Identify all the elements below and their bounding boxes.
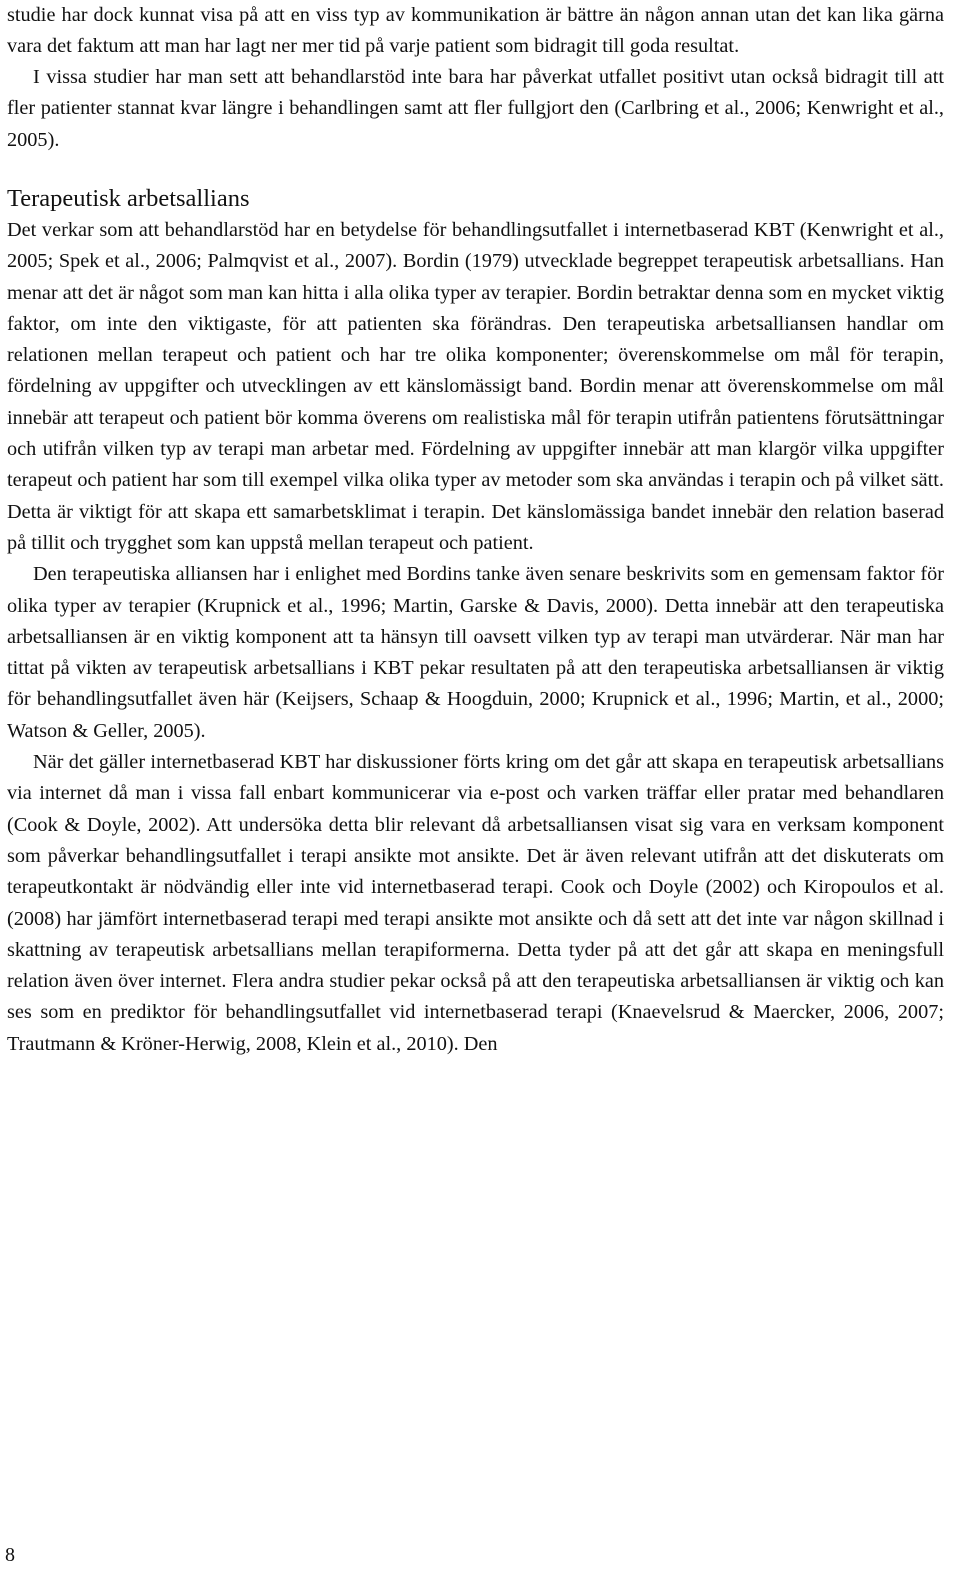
- paragraph-continued: studie har dock kunnat visa på att en viss typ av kommunikation är bättre än någon annan utan det kan lika gärna vara det faktum att man har lagt ner mer tid på varje patient som bidragit till goda resultat.: [7, 3, 944, 57]
- section-heading: Terapeutisk arbetsallians: [7, 184, 250, 212]
- paragraph: Den terapeutiska alliansen har i enlighet med Bordins tanke även senare beskrivits som en gemensam faktor för olika typer av terapier (Krupnick et al., 1996; Martin, Garske & Davis, 2000). Detta innebär att den terapeutiska arbetsalliansen är en viktig komponent att ta hänsyn till oavsett vilken typ av terapi man utvärderar. När man har tittat på vikten av terapeutisk arbetsallians i KBT pekar resultaten på att den terapeutiska arbetsalliansen är viktig för behandlingsutfallet även här (Keijsers, Schaap & Hoogduin, 2000; Krupnick et al., 1996; Martin, et al., 2000; Watson & Geller, 2005).: [7, 563, 944, 742]
- document-page: [7, 0, 944, 1060]
- paragraph: I vissa studier har man sett att behandlarstöd inte bara har påverkat utfallet positivt utan också bidragit till att fler patienter stannat kvar längre i behandlingen samt att fler fullgjort den (Carlbring et al., 2006; Kenwright et al., 2005).: [7, 66, 944, 151]
- paragraph: När det gäller internetbaserad KBT har diskussioner förts kring om det går att skapa en terapeutisk arbetsallians via internet då man i vissa fall enbart kommunicerar via e-post och varken träffar eller pratar med behandlaren (Cook & Doyle, 2002). Att undersöka detta blir relevant då arbetsalliansen visat sig vara en verksam komponent som påverkar behandlingsutfallet i terapi ansikte mot ansikte. Det är även relevant utifrån att det diskuterats om terapeutkontakt är nödvändig eller inte vid internetbaserad terapi. Cook och Doyle (2002) och Kiropoulos et al. (2008) har jämfört internetbaserad terapi med terapi ansikte mot ansikte och då sett att det inte var någon skillnad i skattning av terapeutisk arbetsallians mellan terapiformerna. Detta tyder på att det går att skapa en meningsfull relation även över internet. Flera andra studier pekar också på att den terapeutiska arbetsalliansen är viktig och kan ses som en prediktor för behandlingsutfallet vid internetbaserad terapi (Knaevelsrud & Maercker, 2006, 2007; Trautmann & Kröner-Herwig, 2008, Klein et al., 2010). Den: [7, 751, 944, 1055]
- paragraph: Det verkar som att behandlarstöd har en betydelse för behandlingsutfallet i internetbaserad KBT (Kenwright et al., 2005; Spek et al., 2006; Palmqvist et al., 2007). Bordin (1979) utvecklade begreppet terapeutisk arbetsallians. Han menar att det är något som man kan hitta i alla olika typer av terapier. Bordin betraktar denna som en mycket viktig faktor, om inte den viktigaste, för att patienten ska förändras. Den terapeutiska arbetsalliansen handlar om relationen mellan terapeut och patient och har tre olika komponenter; överenskommelse om mål för terapin, fördelning av uppgifter och utvecklingen av ett känslomässigt band. Bordin menar att överenskommelse om mål innebär att terapeut och patient bör komma överens om realistiska mål för terapin utifrån patientens förutsättningar och utifrån vilken typ av terapi man arbetar med. Fördelning av uppgifter innebär att man klargör vilka uppgifter terapeut och patient har som till exempel vilka olika typer av metoder som ska användas i terapin och på vilket sätt. Detta är viktigt för att skapa ett samarbetsklimat i terapin. Det känslomässiga bandet innebär den relation baserad på tillit och trygghet som kan uppstå mellan terapeut och patient.: [7, 218, 944, 554]
- page-number: 8: [5, 1544, 15, 1566]
